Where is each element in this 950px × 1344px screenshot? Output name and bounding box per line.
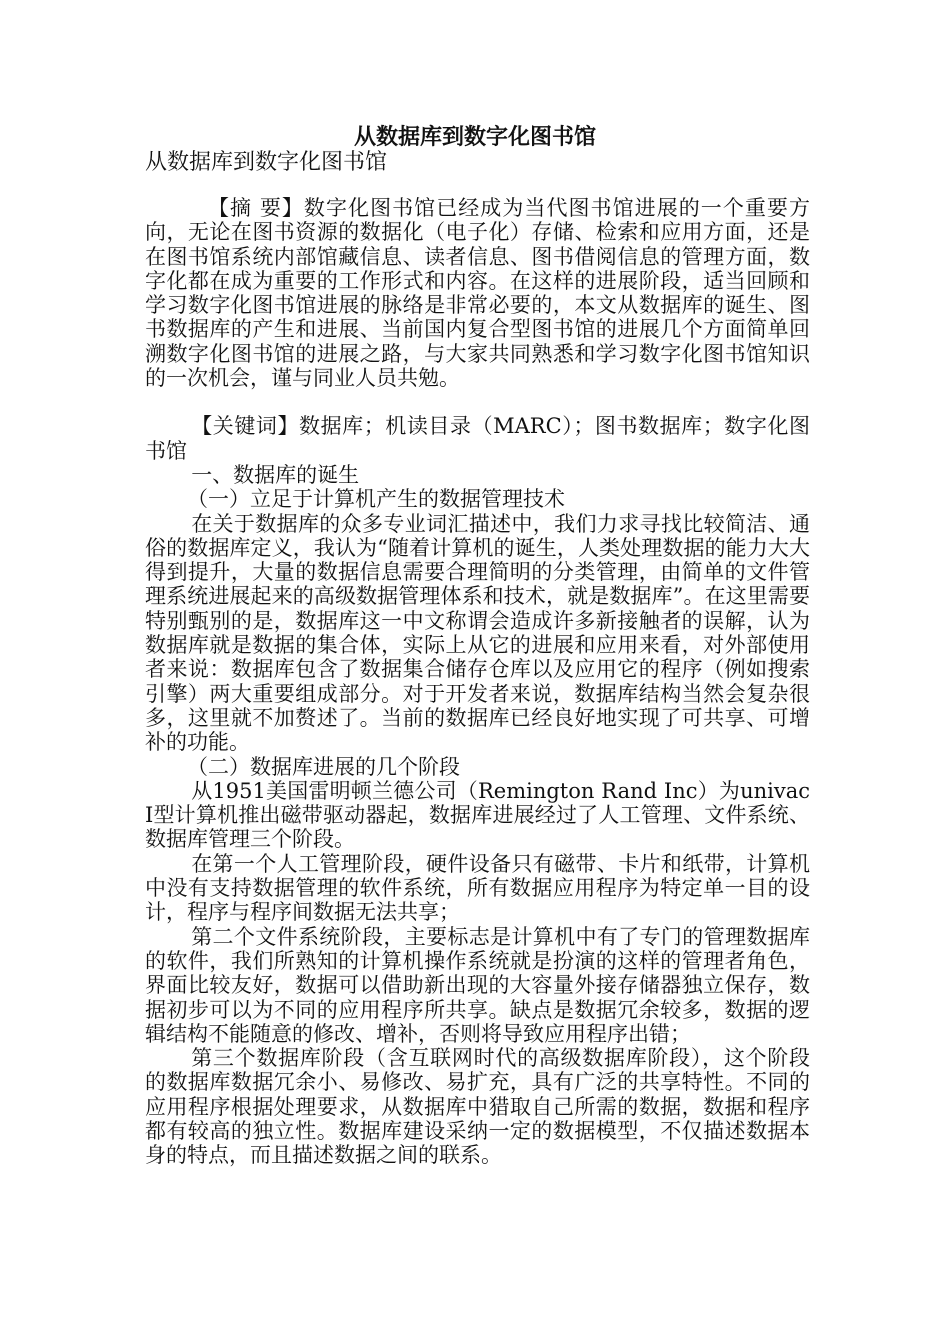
body-paragraph: 在关于数据库的众多专业词汇描述中，我们力求寻找比较简洁、通俗的数据库定义，我认为“随着计算机的诞生，人类处理数据的能力大大得到提升，大量的数据信息需要合理简明的分类管理，由简单的文件管理系统进展起来的高级数据管理体系和技术，就是数据库”。在这里需要特别甄别的是，数据库这一中文称谓会造成许多新接触者的误解，认为数据库就是数据的集合体，实际上从它的进展和应用来看，对外部使用者来说：数据库包含了数据集合储存仓库以及应用它的程序（例如搜索引擎）两大重要组成部分。对于开发者来说，数据库结构当然会复杂很多，这里就不加赘述了。当前的数据库已经良好地实现了可共享、可增补的功能。 — [145, 511, 810, 755]
document-body — [145, 196, 810, 1168]
abstract-paragraph: 【摘 要】数字化图书馆已经成为当代图书馆进展的一个重要方向，无论在图书资源的数据化（电子化）存储、检索和应用方面，还是在图书馆系统内部馆藏信息、读者信息、图书借阅信息的管理方面，数字化都在成为重要的工作形式和内容。在这样的进展阶段，适当回顾和学习数字化图书馆进展的脉络是非常必要的，本文从数据库的诞生、图书数据库的产生和进展、当前国内复合型图书馆的进展几个方面简单回溯数字化图书馆的进展之路，与大家共同熟悉和学习数字化图书馆知识的一次机会，谨与同业人员共勉。 — [145, 196, 810, 391]
body-paragraph: 在第一个人工管理阶段，硬件设备只有磁带、卡片和纸带，计算机中没有支持数据管理的软件系统，所有数据应用程序为特定单一目的设计，程序与程序间数据无法共享； — [145, 851, 810, 925]
spacer — [145, 390, 810, 414]
subsection-heading: （一）立足于计算机产生的数据管理技术 — [187, 487, 565, 512]
section-heading: 一、数据库的诞生 — [191, 462, 360, 487]
document-title: 从数据库到数字化图书馆 — [353, 124, 596, 150]
body-paragraph: 第二个文件系统阶段，主要标志是计算机中有了专门的管理数据库的软件，我们所熟知的计算机操作系统就是扮演的这样的管理者角色，界面比较友好，数据可以借助新出现的大容量外接存储器独立保存，数据初步可以为不同的应用程序所共享。缺点是数据冗余较多，数据的逻辑结构不能随意的修改、增补，否则将导致应用程序出错； — [145, 924, 810, 1046]
keywords-paragraph: 【关键词】数据库；机读目录（MARC）；图书数据库；数字化图书馆 — [145, 414, 810, 463]
body-paragraph: 从1951美国雷明顿兰德公司（Remington Rand Inc）为univac I型计算机推出磁带驱动器起，数据库进展经过了人工管理、文件系统、数据库管理三个阶段。 — [145, 778, 810, 852]
subsection-heading: （二）数据库进展的几个阶段 — [187, 754, 460, 779]
body-paragraph: 第三个数据库阶段（含互联网时代的高级数据库阶段），这个阶段的数据库数据冗余小、易修改、易扩充，具有广泛的共享特性。不同的应用程序根据处理要求，从数据库中猎取自己所需的数据，数据和程序都有较高的独立性。数据库建设采纳一定的数据模型，不仅描述数据本身的特点，而且描述数据之间的联系。 — [145, 1046, 810, 1168]
document-subtitle: 从数据库到数字化图书馆 — [145, 150, 388, 175]
